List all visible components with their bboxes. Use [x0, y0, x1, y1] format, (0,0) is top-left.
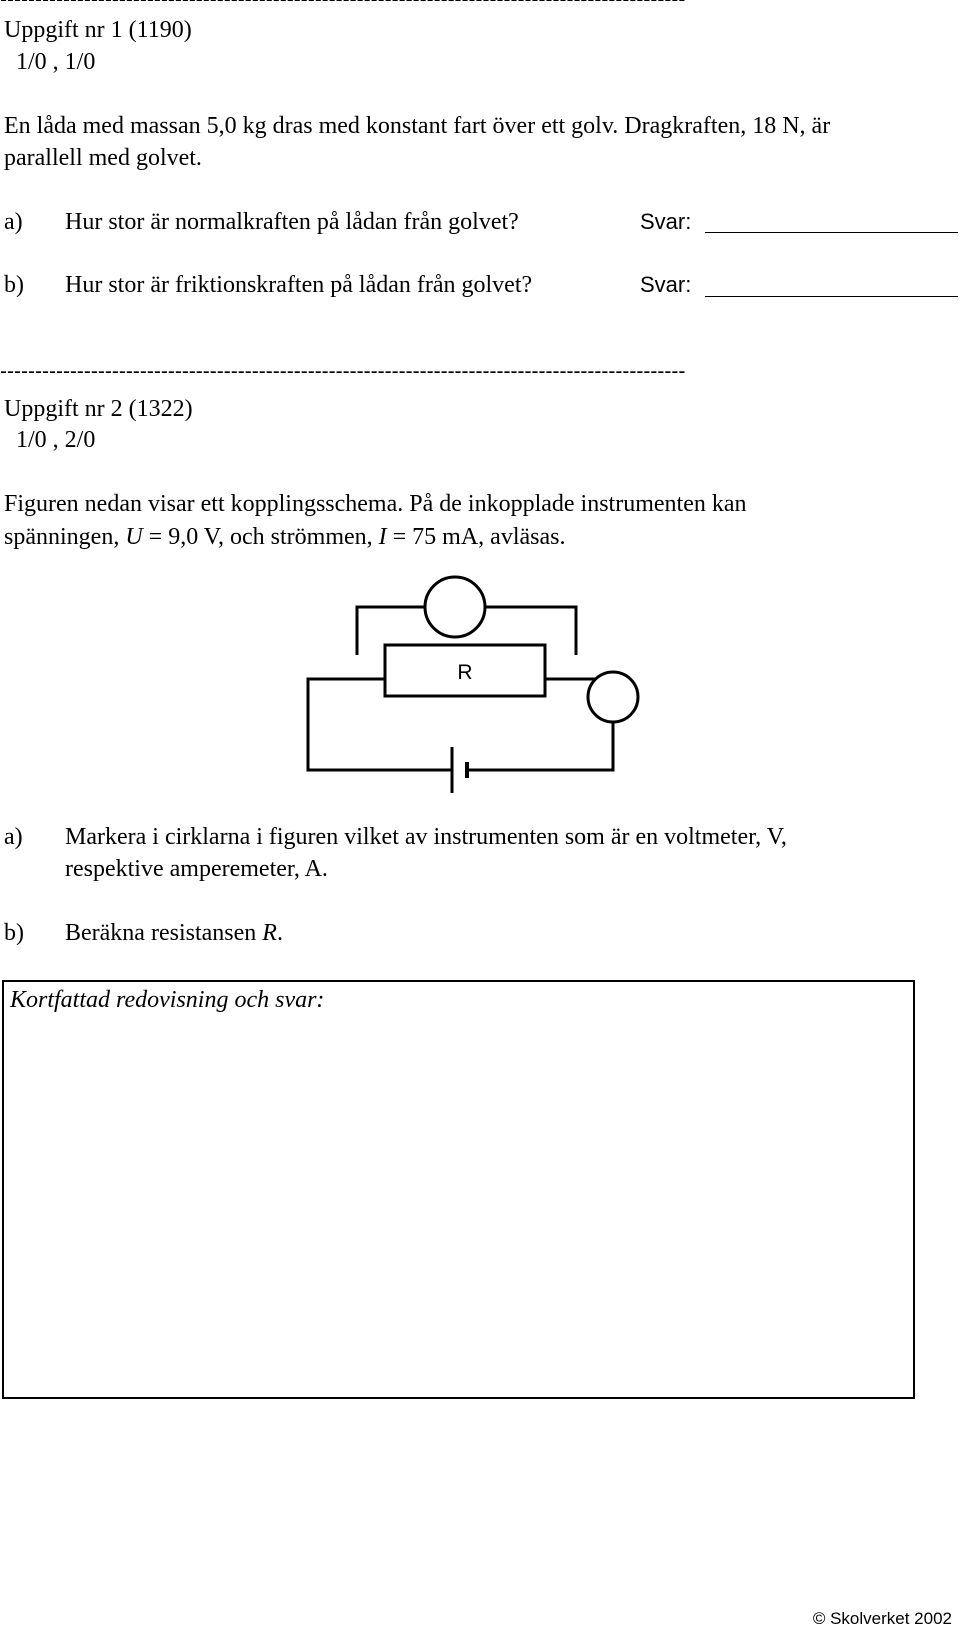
task1-intro-line2: parallell med golvet. — [4, 145, 202, 171]
task1-b-label: b) — [4, 272, 24, 298]
task1-points: 1/0 , 1/0 — [16, 49, 96, 75]
copyright-footer: © Skolverket 2002 — [812, 1609, 952, 1628]
answer-box-label: Kortfattad redovisning och svar: — [10, 987, 325, 1013]
task1-b-svar-label: Svar: — [640, 272, 692, 297]
upper-right-wire — [486, 607, 576, 655]
upper-instrument-circle[interactable] — [425, 577, 485, 637]
task2-title: Uppgift nr 2 (1322) — [4, 396, 193, 422]
right-instrument-circle[interactable] — [588, 672, 638, 722]
task1-b-question: Hur stor är friktionskraften på lådan från golvet? — [65, 272, 533, 298]
lower-left-wire — [308, 679, 452, 770]
voltage-symbol: U — [125, 524, 143, 550]
task1-a-label: a) — [4, 209, 23, 235]
task2-points: 1/0 , 2/0 — [16, 427, 96, 453]
task1-a-svar-label: Svar: — [640, 209, 692, 234]
intro-text-mid: = 9,0 V, och strömmen, — [142, 524, 379, 550]
task2-a-line2: respektive amperemeter, A. — [65, 856, 328, 882]
task2-b-question — [65, 921, 283, 945]
b-text-post: . — [276, 920, 283, 946]
current-symbol: I — [378, 524, 387, 550]
upper-left-wire — [357, 607, 425, 655]
lower-right-wire — [467, 722, 613, 770]
task2-a-label: a) — [4, 824, 23, 850]
resistor-label: R — [457, 661, 473, 684]
task2-b-label: b) — [4, 920, 24, 946]
b-text-pre: Beräkna resistansen — [65, 920, 263, 946]
task2-a-line1: Markera i cirklarna i figuren vilket av instrumenten som är en voltmeter, V, — [65, 824, 787, 850]
intro-text-post: = 75 mA, avläsas. — [386, 524, 566, 550]
circuit-diagram — [300, 575, 660, 795]
answer-box[interactable] — [2, 980, 915, 1399]
task1-a-answer-line[interactable] — [705, 232, 958, 233]
task2-intro-line1: Figuren nedan visar ett kopplingsschema. På de inkopplade instrumenten kan — [4, 491, 747, 517]
task1-title: Uppgift nr 1 (1190) — [4, 17, 192, 43]
task2-intro-line2 — [4, 525, 565, 549]
intro-text-pre: spänningen, — [4, 524, 126, 550]
task1-a-question: Hur stor är normalkraften på lådan från golvet? — [65, 209, 519, 235]
task1-b-answer-line[interactable] — [705, 296, 958, 297]
task1-intro-line1: En låda med massan 5,0 kg dras med konstant fart över ett golv. Dragkraften, 18 N, är — [4, 113, 831, 139]
separator-middle: -------------------------------------------------------------------------------------------------- — [0, 360, 686, 383]
separator-top — [0, 0, 685, 10]
resistance-symbol: R — [262, 920, 277, 946]
